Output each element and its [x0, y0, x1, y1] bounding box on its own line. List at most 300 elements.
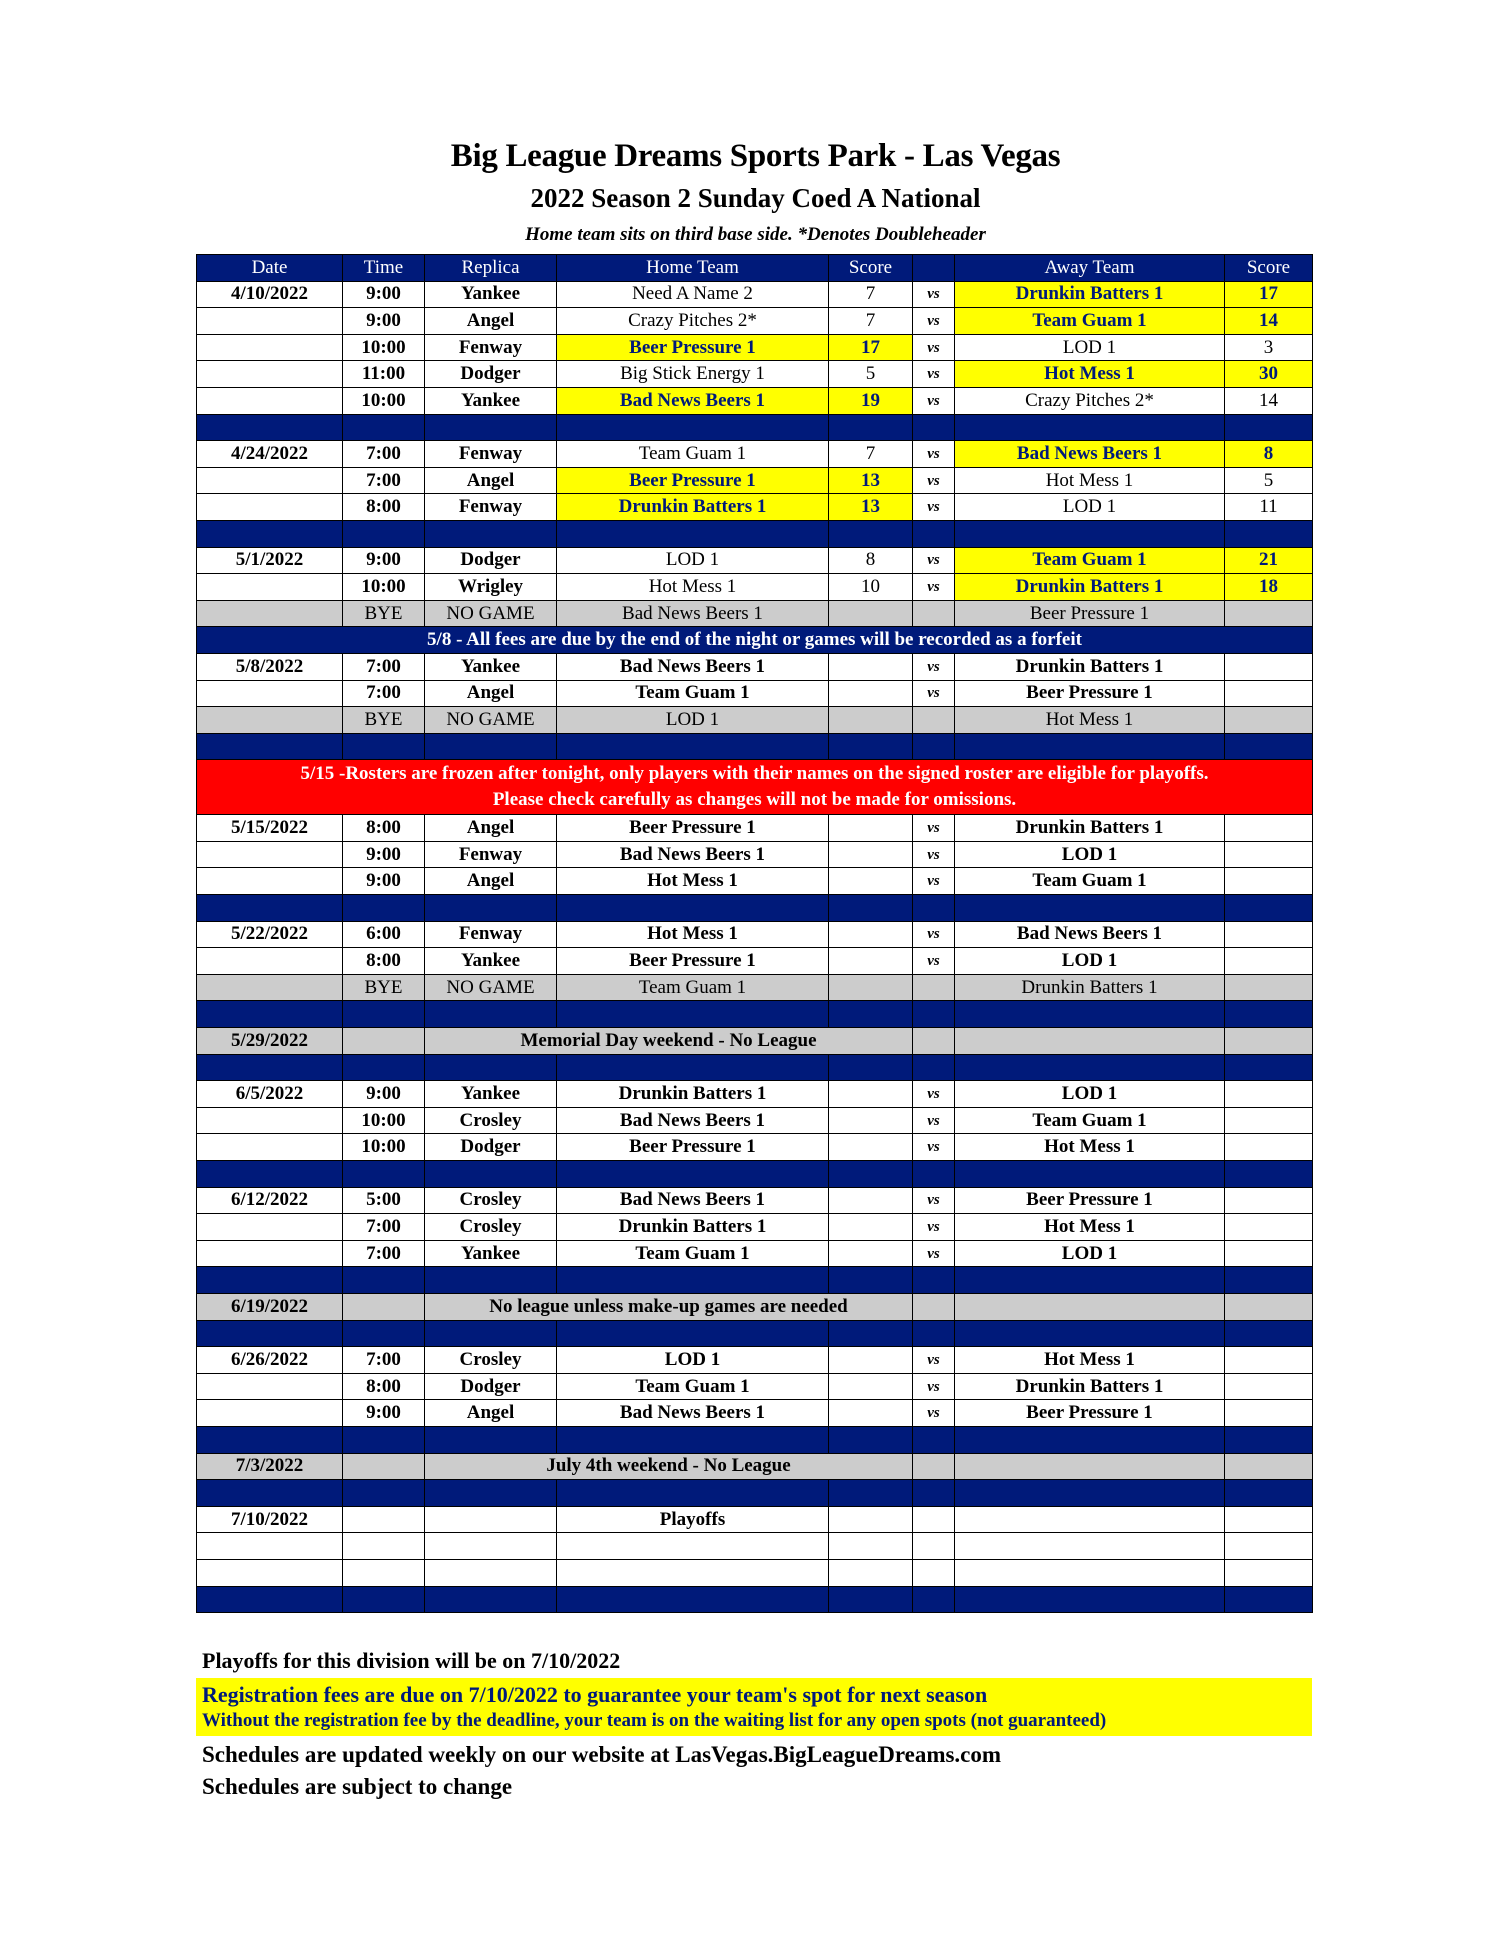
game-row — [197, 921, 1313, 948]
game-row — [197, 948, 1313, 975]
game-row — [197, 334, 1313, 361]
separator-cell — [955, 1267, 1225, 1294]
away-score-cell — [1225, 815, 1313, 842]
separator-cell — [913, 1054, 955, 1081]
replica-cell: Angel — [425, 815, 557, 842]
home-team-cell: Need A Name 2 — [557, 281, 829, 308]
time-cell: BYE — [343, 974, 425, 1001]
time-cell: 9:00 — [343, 281, 425, 308]
separator-cell — [1225, 1161, 1313, 1188]
replica-cell: Angel — [425, 868, 557, 895]
time-cell: 7:00 — [343, 441, 425, 468]
separator-cell — [425, 733, 557, 760]
home-score-cell — [829, 1214, 913, 1241]
date-cell: 5/22/2022 — [197, 921, 343, 948]
col-date-header: Date — [197, 255, 343, 282]
col-home-team-header: Home Team — [557, 255, 829, 282]
no-league-cell: Memorial Day weekend - No League — [425, 1028, 913, 1055]
time-cell: 8:00 — [343, 948, 425, 975]
separator-cell — [913, 1320, 955, 1347]
blank-cell — [557, 1559, 829, 1586]
vs-cell — [913, 600, 955, 627]
separator-cell — [197, 520, 343, 547]
replica-cell — [425, 1506, 557, 1533]
away-score-cell: 30 — [1225, 361, 1313, 388]
roster-freeze-line-1: 5/15 -Rosters are frozen after tonight, only players with their names on the signed roster are eligible for playoffs. — [300, 763, 1209, 785]
separator-cell — [197, 1426, 343, 1453]
game-row — [197, 1081, 1313, 1108]
vs-cell: vs — [913, 815, 955, 842]
away-team-cell — [955, 1453, 1225, 1480]
replica-cell: Dodger — [425, 547, 557, 574]
separator-cell — [343, 520, 425, 547]
away-team-cell: Hot Mess 1 — [955, 361, 1225, 388]
home-team-cell: Team Guam 1 — [557, 974, 829, 1001]
date-cell — [197, 707, 343, 734]
game-row — [197, 574, 1313, 601]
roster-freeze-row — [197, 760, 1313, 815]
date-cell: 5/29/2022 — [197, 1028, 343, 1055]
time-cell: 7:00 — [343, 1240, 425, 1267]
separator-cell — [343, 414, 425, 441]
time-cell: 9:00 — [343, 1081, 425, 1108]
home-team-cell: Hot Mess 1 — [557, 868, 829, 895]
replica-cell: Yankee — [425, 387, 557, 414]
away-score-cell: 14 — [1225, 387, 1313, 414]
game-row — [197, 1400, 1313, 1427]
game-row — [197, 387, 1313, 414]
time-cell — [343, 1453, 425, 1480]
separator-cell — [557, 733, 829, 760]
home-score-cell — [829, 974, 913, 1001]
separator-row — [197, 1480, 1313, 1507]
separator-cell — [829, 1320, 913, 1347]
away-team-cell: Hot Mess 1 — [955, 707, 1225, 734]
time-cell: 9:00 — [343, 308, 425, 335]
bye-row — [197, 974, 1313, 1001]
home-team-cell: LOD 1 — [557, 707, 829, 734]
date-cell — [197, 1240, 343, 1267]
home-team-cell: Big Stick Energy 1 — [557, 361, 829, 388]
date-cell: 5/1/2022 — [197, 547, 343, 574]
separator-cell — [343, 1586, 425, 1613]
time-cell: 10:00 — [343, 334, 425, 361]
game-row — [197, 1240, 1313, 1267]
away-team-cell: Crazy Pitches 2* — [955, 387, 1225, 414]
blank-cell — [955, 1559, 1225, 1586]
separator-cell — [1225, 1480, 1313, 1507]
separator-cell — [343, 895, 425, 922]
date-cell: 5/15/2022 — [197, 815, 343, 842]
vs-cell: vs — [913, 281, 955, 308]
away-score-cell — [1225, 1134, 1313, 1161]
separator-cell — [197, 1586, 343, 1613]
home-team-cell: Bad News Beers 1 — [557, 600, 829, 627]
away-team-cell: Team Guam 1 — [955, 868, 1225, 895]
separator-cell — [343, 1480, 425, 1507]
home-team-cell: Bad News Beers 1 — [557, 1187, 829, 1214]
separator-cell — [955, 1320, 1225, 1347]
separator-cell — [425, 1426, 557, 1453]
home-team-cell: Bad News Beers 1 — [557, 1107, 829, 1134]
vs-cell: vs — [913, 494, 955, 521]
away-team-cell: Hot Mess 1 — [955, 1347, 1225, 1374]
no-league-row — [197, 1028, 1313, 1055]
time-cell: 7:00 — [343, 653, 425, 680]
replica-cell: Fenway — [425, 494, 557, 521]
home-score-cell — [829, 1187, 913, 1214]
separator-cell — [829, 895, 913, 922]
away-score-cell: 21 — [1225, 547, 1313, 574]
replica-cell: Yankee — [425, 653, 557, 680]
home-score-cell: 19 — [829, 387, 913, 414]
away-team-cell — [955, 1028, 1225, 1055]
game-row — [197, 1347, 1313, 1374]
away-score-cell — [1225, 1453, 1313, 1480]
separator-cell — [913, 1161, 955, 1188]
date-cell — [197, 1214, 343, 1241]
home-score-cell — [829, 707, 913, 734]
game-row — [197, 1373, 1313, 1400]
separator-cell — [343, 1267, 425, 1294]
separator-cell — [557, 1586, 829, 1613]
time-cell: 9:00 — [343, 547, 425, 574]
home-score-cell — [829, 1347, 913, 1374]
separator-cell — [425, 1001, 557, 1028]
blank-cell — [425, 1533, 557, 1560]
away-score-cell — [1225, 1240, 1313, 1267]
away-score-cell — [1225, 974, 1313, 1001]
separator-cell — [829, 1586, 913, 1613]
replica-cell: Angel — [425, 680, 557, 707]
away-team-cell: Team Guam 1 — [955, 547, 1225, 574]
blank-row — [197, 1533, 1313, 1560]
date-cell — [197, 387, 343, 414]
away-score-cell — [1225, 921, 1313, 948]
away-score-cell — [1225, 1506, 1313, 1533]
away-score-cell: 11 — [1225, 494, 1313, 521]
blank-cell — [955, 1533, 1225, 1560]
separator-cell — [557, 1320, 829, 1347]
home-team-cell: Playoffs — [557, 1506, 829, 1533]
home-score-cell: 10 — [829, 574, 913, 601]
home-team-cell: Beer Pressure 1 — [557, 334, 829, 361]
time-cell: 10:00 — [343, 1134, 425, 1161]
separator-cell — [343, 1320, 425, 1347]
date-cell: 6/5/2022 — [197, 1081, 343, 1108]
home-score-cell — [829, 815, 913, 842]
away-score-cell: 17 — [1225, 281, 1313, 308]
separator-cell — [557, 1267, 829, 1294]
time-cell: 7:00 — [343, 467, 425, 494]
time-cell: 10:00 — [343, 387, 425, 414]
separator-cell — [557, 1480, 829, 1507]
home-score-cell — [829, 1506, 913, 1533]
away-score-cell — [1225, 1214, 1313, 1241]
separator-cell — [829, 1480, 913, 1507]
roster-freeze-line-2: Please check carefully as changes will not be made for omissions. — [492, 789, 1017, 811]
vs-cell: vs — [913, 1400, 955, 1427]
blank-cell — [425, 1559, 557, 1586]
home-team-cell: Drunkin Batters 1 — [557, 494, 829, 521]
home-score-cell — [829, 600, 913, 627]
home-team-cell: LOD 1 — [557, 1347, 829, 1374]
time-cell: BYE — [343, 707, 425, 734]
away-team-cell: Team Guam 1 — [955, 1107, 1225, 1134]
home-team-cell: Bad News Beers 1 — [557, 387, 829, 414]
replica-cell: Crosley — [425, 1107, 557, 1134]
separator-cell — [955, 1586, 1225, 1613]
replica-cell: Wrigley — [425, 574, 557, 601]
replica-cell: NO GAME — [425, 600, 557, 627]
away-score-cell: 14 — [1225, 308, 1313, 335]
away-team-cell: Drunkin Batters 1 — [955, 653, 1225, 680]
separator-cell — [955, 1161, 1225, 1188]
separator-cell — [343, 1054, 425, 1081]
date-cell: 6/26/2022 — [197, 1347, 343, 1374]
separator-cell — [1225, 1001, 1313, 1028]
game-row — [197, 1187, 1313, 1214]
away-score-cell — [1225, 1187, 1313, 1214]
separator-cell — [913, 1426, 955, 1453]
playoffs-row — [197, 1506, 1313, 1533]
away-team-cell: LOD 1 — [955, 948, 1225, 975]
separator-cell — [1225, 414, 1313, 441]
date-cell: 7/10/2022 — [197, 1506, 343, 1533]
separator-cell — [913, 895, 955, 922]
header-row — [197, 255, 1313, 282]
separator-cell — [425, 1054, 557, 1081]
away-score-cell — [1225, 680, 1313, 707]
separator-cell — [557, 1426, 829, 1453]
vs-cell: vs — [913, 387, 955, 414]
blank-row — [197, 1559, 1313, 1586]
replica-cell: Dodger — [425, 1134, 557, 1161]
vs-cell: vs — [913, 1240, 955, 1267]
home-team-cell: Bad News Beers 1 — [557, 841, 829, 868]
home-team-cell: Hot Mess 1 — [557, 574, 829, 601]
away-team-cell: Hot Mess 1 — [955, 467, 1225, 494]
away-score-cell — [1225, 1347, 1313, 1374]
blank-cell — [829, 1559, 913, 1586]
separator-row — [197, 1001, 1313, 1028]
no-league-row — [197, 1453, 1313, 1480]
replica-cell: Angel — [425, 467, 557, 494]
vs-cell — [913, 1506, 955, 1533]
vs-cell: vs — [913, 1214, 955, 1241]
separator-row — [197, 733, 1313, 760]
game-row — [197, 441, 1313, 468]
away-team-cell: Team Guam 1 — [955, 308, 1225, 335]
separator-cell — [197, 1267, 343, 1294]
replica-cell: Angel — [425, 308, 557, 335]
game-row — [197, 361, 1313, 388]
blank-cell — [557, 1533, 829, 1560]
separator-cell — [829, 1001, 913, 1028]
page-title: Big League Dreams Sports Park - Las Vegas — [450, 138, 1061, 174]
bye-row — [197, 600, 1313, 627]
away-score-cell: 5 — [1225, 467, 1313, 494]
home-team-cell: Team Guam 1 — [557, 1373, 829, 1400]
time-cell: 5:00 — [343, 1187, 425, 1214]
away-score-cell — [1225, 948, 1313, 975]
col-replica-header: Replica — [425, 255, 557, 282]
away-score-cell — [1225, 1373, 1313, 1400]
away-team-cell: LOD 1 — [955, 1081, 1225, 1108]
bye-row — [197, 707, 1313, 734]
separator-cell — [425, 414, 557, 441]
home-team-cell: Beer Pressure 1 — [557, 815, 829, 842]
separator-row — [197, 1426, 1313, 1453]
home-team-cell: Beer Pressure 1 — [557, 948, 829, 975]
blank-cell — [1225, 1533, 1313, 1560]
separator-cell — [955, 895, 1225, 922]
replica-cell: Fenway — [425, 841, 557, 868]
vs-cell: vs — [913, 334, 955, 361]
away-team-cell — [955, 1506, 1225, 1533]
separator-cell — [913, 520, 955, 547]
home-score-cell: 13 — [829, 494, 913, 521]
vs-cell: vs — [913, 921, 955, 948]
home-score-cell: 17 — [829, 334, 913, 361]
away-team-cell: Drunkin Batters 1 — [955, 1373, 1225, 1400]
date-cell — [197, 361, 343, 388]
time-cell — [343, 1293, 425, 1320]
separator-cell — [425, 895, 557, 922]
home-score-cell — [829, 653, 913, 680]
no-league-cell: No league unless make-up games are needed — [425, 1293, 913, 1320]
replica-cell: Yankee — [425, 281, 557, 308]
col-vs-header — [913, 255, 955, 282]
separator-cell — [197, 895, 343, 922]
blank-cell — [197, 1533, 343, 1560]
date-cell — [197, 308, 343, 335]
separator-cell — [557, 895, 829, 922]
home-team-cell: Drunkin Batters 1 — [557, 1081, 829, 1108]
home-team-note: Home team sits on third base side. *Denotes Doubleheader — [525, 224, 986, 245]
date-cell: 4/24/2022 — [197, 441, 343, 468]
separator-cell — [913, 1480, 955, 1507]
date-cell — [197, 948, 343, 975]
separator-cell — [197, 1320, 343, 1347]
home-score-cell — [829, 868, 913, 895]
home-score-cell — [829, 1081, 913, 1108]
home-team-cell: LOD 1 — [557, 547, 829, 574]
replica-cell: NO GAME — [425, 974, 557, 1001]
time-cell: 10:00 — [343, 1107, 425, 1134]
away-score-cell: 8 — [1225, 441, 1313, 468]
replica-cell: Crosley — [425, 1214, 557, 1241]
separator-cell — [913, 1001, 955, 1028]
vs-cell: vs — [913, 1134, 955, 1161]
home-team-cell: Team Guam 1 — [557, 1240, 829, 1267]
col-away-team-header: Away Team — [955, 255, 1225, 282]
vs-cell: vs — [913, 361, 955, 388]
separator-cell — [197, 1001, 343, 1028]
date-cell — [197, 1107, 343, 1134]
time-cell: 9:00 — [343, 841, 425, 868]
separator-row — [197, 1054, 1313, 1081]
separator-cell — [557, 1054, 829, 1081]
separator-cell — [197, 1480, 343, 1507]
roster-freeze-cell — [197, 760, 1313, 815]
separator-cell — [197, 1054, 343, 1081]
separator-cell — [425, 520, 557, 547]
schedule-body — [197, 255, 1313, 1613]
replica-cell: Fenway — [425, 334, 557, 361]
game-row — [197, 281, 1313, 308]
home-score-cell — [829, 1240, 913, 1267]
separator-cell — [425, 1161, 557, 1188]
vs-cell: vs — [913, 441, 955, 468]
vs-cell: vs — [913, 467, 955, 494]
vs-cell: vs — [913, 308, 955, 335]
schedule-table — [196, 254, 1313, 1613]
away-team-cell: Beer Pressure 1 — [955, 1187, 1225, 1214]
separator-cell — [425, 1320, 557, 1347]
separator-row — [197, 1161, 1313, 1188]
time-cell: 8:00 — [343, 815, 425, 842]
away-team-cell: LOD 1 — [955, 841, 1225, 868]
date-cell — [197, 494, 343, 521]
away-score-cell — [1225, 1400, 1313, 1427]
separator-cell — [557, 1001, 829, 1028]
separator-cell — [557, 1161, 829, 1188]
time-cell: 9:00 — [343, 868, 425, 895]
time-cell: BYE — [343, 600, 425, 627]
separator-cell — [829, 733, 913, 760]
separator-row — [197, 1320, 1313, 1347]
date-cell — [197, 1373, 343, 1400]
vs-cell — [913, 974, 955, 1001]
home-score-cell — [829, 1107, 913, 1134]
separator-cell — [955, 414, 1225, 441]
separator-cell — [197, 1161, 343, 1188]
date-cell: 6/12/2022 — [197, 1187, 343, 1214]
game-row — [197, 547, 1313, 574]
col-time-header: Time — [343, 255, 425, 282]
no-league-cell: July 4th weekend - No League — [425, 1453, 913, 1480]
separator-cell — [1225, 520, 1313, 547]
separator-cell — [913, 414, 955, 441]
away-score-cell — [1225, 600, 1313, 627]
vs-cell: vs — [913, 1373, 955, 1400]
blank-cell — [913, 1533, 955, 1560]
time-cell: 8:00 — [343, 494, 425, 521]
home-score-cell: 5 — [829, 361, 913, 388]
time-cell — [343, 1028, 425, 1055]
date-cell — [197, 600, 343, 627]
separator-cell — [1225, 733, 1313, 760]
separator-cell — [1225, 1320, 1313, 1347]
separator-cell — [955, 1054, 1225, 1081]
game-row — [197, 1214, 1313, 1241]
subject-to-change-note: Schedules are subject to change — [202, 1774, 513, 1799]
separator-cell — [1225, 1054, 1313, 1081]
time-cell: 7:00 — [343, 680, 425, 707]
home-team-cell: Crazy Pitches 2* — [557, 308, 829, 335]
away-score-cell — [1225, 1081, 1313, 1108]
home-score-cell — [829, 680, 913, 707]
time-cell: 7:00 — [343, 1214, 425, 1241]
separator-cell — [197, 733, 343, 760]
date-cell — [197, 1400, 343, 1427]
time-cell — [343, 1506, 425, 1533]
waiting-list-note: Without the registration fee by the deadline, your team is on the waiting list for any open spots (not guaranteed) — [202, 1710, 1107, 1731]
date-cell: 5/8/2022 — [197, 653, 343, 680]
fee-notice-row — [197, 627, 1313, 654]
vs-cell: vs — [913, 680, 955, 707]
